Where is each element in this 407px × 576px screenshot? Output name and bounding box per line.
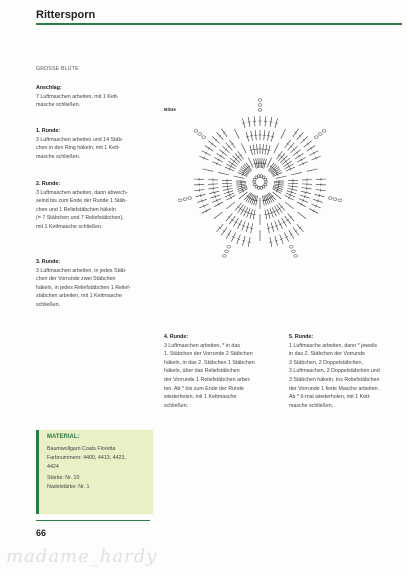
- runde3-heading: 3. Runde:: [36, 259, 61, 265]
- stitch-crossbar: [264, 149, 267, 150]
- runde4-line: ten. Ab * bis zum Ende der Runde: [164, 385, 244, 392]
- runde5-line: masche schließen.: [289, 402, 334, 409]
- runde4-line: 1. Stäbchen der Vorrunde 2 Stäbchen: [164, 351, 253, 358]
- runde2-line: (= 7 Stäbchen und 7 Reliefstäbchen),: [36, 215, 124, 222]
- runde5-line: 1 Luftmasche arbeiten, dann * jeweils: [289, 342, 378, 349]
- relief-stitch-symbol: [307, 169, 318, 171]
- anschlag-block: [36, 84, 118, 110]
- runde5-heading: 5. Runde:: [289, 334, 314, 340]
- stitch-crossbar: [310, 147, 312, 150]
- runde5-line: 3 Luftmaschen, 2 Doppelstäbchen und: [289, 368, 380, 375]
- stitch-crossbar: [223, 230, 225, 232]
- stitch-crossbar: [250, 135, 253, 136]
- runde5-line: der Vorrunde 1 feste Masche arbeiten.: [289, 385, 380, 392]
- chain-stitch-symbol: [322, 130, 326, 133]
- relief-stitch-symbol: [234, 129, 239, 139]
- stitch-crossbar: [239, 154, 241, 156]
- stitch-crossbar: [305, 191, 306, 194]
- runde4-line: häkeln, über das Reliefstäbchen: [164, 368, 240, 375]
- watermark: madame_hardy: [6, 546, 158, 567]
- relief-stitch-symbol: [248, 158, 253, 168]
- stitch-crossbar: [208, 147, 210, 150]
- chain-stitch-symbol: [198, 133, 202, 136]
- stitch-crossbar: [286, 143, 288, 145]
- stitch-crossbar: [262, 200, 265, 201]
- stitch-crossbar: [253, 149, 256, 150]
- stitch-crossbar: [286, 219, 288, 221]
- chain-stitch-symbol: [258, 109, 262, 112]
- runde3-line: 3 Luftmaschen arbeiten, in jedes Stäb-: [36, 267, 127, 274]
- runde5-line: 3 Stäbchen, 2 Doppelstäbchen,: [289, 359, 363, 366]
- stitch-crossbar: [295, 230, 297, 232]
- stitch-crossbar: [278, 208, 280, 210]
- runde4-line: der Vorrunde 1 Reliefstäbchen arbei-: [164, 376, 251, 383]
- chain-stitch-symbol: [183, 198, 187, 201]
- runde4-line: häkeln, in das 2. Stäbchen 1 Stäbchen: [164, 359, 255, 366]
- stitch-crossbar: [292, 188, 293, 191]
- runde1-heading: 1. Runde:: [36, 128, 61, 134]
- stitch-crossbar: [267, 228, 270, 229]
- chain-stitch-symbol: [225, 250, 229, 253]
- stitch-crossbar: [220, 155, 222, 158]
- relief-stitch-symbol: [267, 158, 272, 168]
- material-heading: MATERIAL:: [47, 434, 80, 440]
- stitch-crossbar: [223, 132, 225, 134]
- page-title: Rittersporn: [36, 9, 96, 21]
- stitch-crossbar: [278, 154, 280, 156]
- chain-stitch-symbol: [194, 130, 198, 133]
- relief-stitch-symbol: [241, 143, 246, 153]
- crochet-chart: [160, 86, 360, 306]
- diagram-label: Blüte: [164, 108, 176, 113]
- chain-stitch-symbol: [289, 246, 293, 249]
- runde3-line: schließen.: [36, 301, 61, 308]
- stitch-crossbar: [295, 132, 297, 134]
- title-rule: [36, 23, 402, 25]
- chain-stitch-symbol: [291, 250, 295, 253]
- stitch-crossbar: [231, 219, 233, 221]
- runde1-line: chen in den Ring häkeln, mit 1 Kett-: [36, 145, 120, 152]
- relief-stitch-symbol: [274, 143, 279, 153]
- runde2-block: [36, 180, 128, 232]
- runde5-line: 3 Stäbchen häkeln. Ins Reliefstäbchen: [289, 376, 380, 383]
- runde1-block: [36, 127, 123, 161]
- material-rule: [36, 520, 150, 521]
- anschlag-line: 7 Luftmaschen arbeiten, mit 1 Kett-: [36, 93, 119, 100]
- chain-stitch-symbol: [338, 199, 342, 202]
- relief-stitch-symbol: [214, 212, 223, 219]
- stitch-crossbar: [319, 194, 320, 197]
- relief-stitch-symbol: [226, 202, 235, 209]
- material-line: Farbnummern: 4400, 4413, 4423,: [47, 455, 126, 461]
- relief-stitch-symbol: [298, 212, 307, 219]
- chain-stitch-symbol: [264, 181, 267, 183]
- runde3-line: chen der Vorrunde zwei Stäbchen: [36, 276, 116, 283]
- stitch-crossbar: [264, 214, 267, 215]
- chain-stitch-symbol: [202, 136, 206, 139]
- runde5-line: Ab * 6-mal wiederholen, mit 1 Kett-: [289, 394, 371, 401]
- anschlag-line: masche schließen.: [36, 102, 81, 109]
- runde1-line: 3 Luftmaschen arbeiten und 14 Stäb-: [36, 136, 124, 143]
- chain-stitch-symbol: [178, 199, 182, 202]
- stitch-crossbar: [250, 228, 253, 229]
- section-heading: GROSSE BLÜTE: [36, 66, 79, 72]
- runde3-line: stäbchen arbeiten, mit 1 Kettmasche: [36, 293, 122, 300]
- runde2-line: selnd bis zum Ende der Runde 1 Stäb-: [36, 198, 127, 205]
- stitch-crossbar: [269, 122, 272, 123]
- page-number: 66: [36, 528, 47, 538]
- relief-stitch-symbol: [276, 176, 287, 178]
- runde3-line: häkeln, in jedes Reliefstäbchen 1 Relief-: [36, 284, 131, 291]
- chain-stitch-symbol: [314, 136, 318, 139]
- relief-stitch-symbol: [285, 202, 294, 209]
- chain-stitch-symbol: [258, 99, 262, 102]
- material-line: Nadelstärke: Nr. 1: [47, 484, 90, 490]
- chain-stitch-symbol: [222, 255, 226, 258]
- stitch-crossbar: [227, 188, 228, 191]
- material-line: Stärke: Nr. 10: [47, 475, 80, 481]
- chain-stitch-symbol: [333, 198, 337, 201]
- runde3-block: [36, 258, 131, 310]
- stitch-crossbar: [214, 191, 215, 194]
- stitch-crossbar: [239, 208, 241, 210]
- stitch-crossbar: [248, 122, 251, 123]
- anschlag-heading: Anschlag:: [36, 85, 62, 91]
- stitch-crossbar: [267, 135, 270, 136]
- stitch-crossbar: [200, 194, 201, 197]
- runde2-line: mit 1 Kettmasche schließen.: [36, 223, 103, 230]
- material-box: [36, 430, 153, 514]
- relief-stitch-symbol: [291, 172, 302, 174]
- stitch-crossbar: [231, 143, 233, 145]
- runde2-heading: 2. Runde:: [36, 181, 61, 187]
- chart-symbols: [178, 99, 342, 257]
- runde2-line: 3 Luftmaschen arbeiten, dann abwech-: [36, 189, 128, 196]
- material-line: 4424: [47, 464, 59, 470]
- runde4-line: wiederholen, mit 1 Kettmasche: [164, 394, 237, 401]
- stitch-crossbar: [232, 163, 234, 166]
- relief-stitch-symbol: [234, 176, 245, 178]
- stitch-crossbar: [298, 155, 300, 158]
- chain-stitch-symbol: [328, 197, 332, 200]
- runde4-heading: 4. Runde:: [164, 334, 189, 340]
- chain-stitch-symbol: [318, 133, 322, 136]
- chain-stitch-symbol: [258, 104, 262, 107]
- runde4-line: 3 Luftmaschen arbeiten, * in das: [164, 342, 240, 349]
- runde5-block: [289, 333, 380, 410]
- chain-stitch-symbol: [188, 197, 192, 200]
- chain-stitch-symbol: [227, 246, 231, 249]
- chain-stitch-symbol: [294, 255, 298, 258]
- runde4-line: schließen.: [164, 402, 189, 409]
- relief-stitch-symbol: [218, 172, 229, 174]
- stitch-crossbar: [248, 242, 251, 243]
- runde2-line: chen und 1 Reliefstäbchen häkeln: [36, 206, 116, 213]
- material-line: Baumwollgarn Coats Floretta: [47, 446, 116, 452]
- chain-stitch-symbol: [252, 181, 255, 183]
- runde1-line: masche schließen.: [36, 153, 81, 160]
- stitch-crossbar: [253, 214, 256, 215]
- runde5-line: in das 2. Stäbchen der Vorrunde: [289, 351, 365, 358]
- stitch-crossbar: [287, 163, 289, 166]
- runde4-block: [164, 333, 255, 410]
- stitch-crossbar: [248, 166, 250, 168]
- relief-stitch-symbol: [202, 169, 213, 171]
- relief-stitch-symbol: [281, 129, 286, 139]
- stitch-crossbar: [269, 242, 272, 243]
